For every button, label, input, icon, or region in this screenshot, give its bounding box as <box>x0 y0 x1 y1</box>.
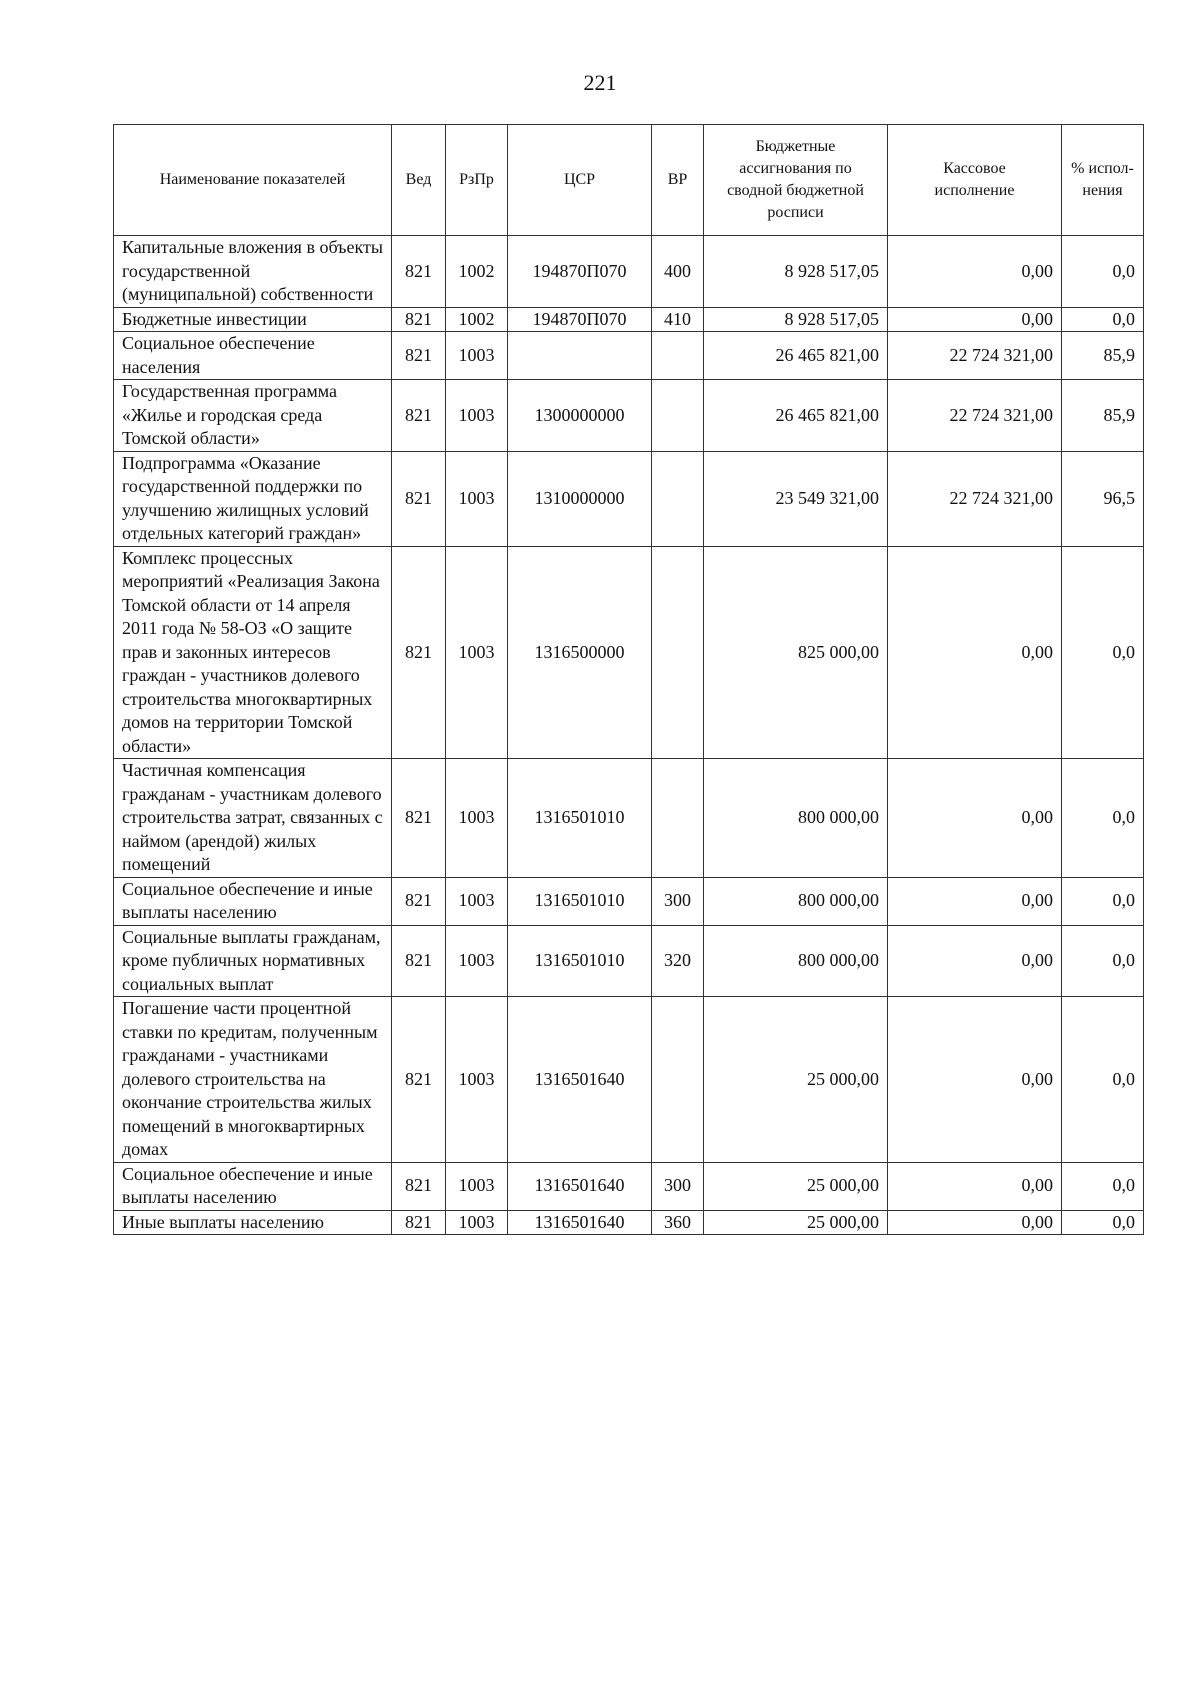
cell-name: Социальное обеспечение населения <box>114 332 392 380</box>
cell-name: Социальное обеспечение и иные выплаты населению <box>114 1162 392 1210</box>
cell-name: Подпрограмма «Оказание государственной поддержки по улучшению жилищных условий отдельных категорий граждан» <box>114 451 392 546</box>
cell-pct: 0,0 <box>1062 236 1144 308</box>
cell-ved: 821 <box>392 451 446 546</box>
cell-vr: 300 <box>652 1162 704 1210</box>
header-cash-execution: Кассовое исполнение <box>888 125 1062 236</box>
cell-rzpr: 1002 <box>446 307 508 332</box>
table-row <box>114 877 1144 925</box>
cell-ved: 821 <box>392 332 446 380</box>
cell-vr <box>652 759 704 878</box>
cell-ved: 821 <box>392 1162 446 1210</box>
cell-rzpr: 1003 <box>446 759 508 878</box>
cell-csr: 1310000000 <box>508 451 652 546</box>
cell-name: Комплекс процессных мероприятий «Реализация Закона Томской области от 14 апреля 2011 года № 58-ОЗ «О защите прав и законных интересов граждан - участников долевого строительства многоквартирных домов на территории Томской области» <box>114 546 392 759</box>
table-row <box>114 307 1144 332</box>
cell-name: Капитальные вложения в объекты государственной (муниципальной) собственности <box>114 236 392 308</box>
cell-csr: 194870П070 <box>508 236 652 308</box>
cell-assign: 26 465 821,00 <box>704 332 888 380</box>
cell-name: Иные выплаты населению <box>114 1210 392 1235</box>
cell-assign: 825 000,00 <box>704 546 888 759</box>
cell-assign: 800 000,00 <box>704 925 888 997</box>
cell-vr <box>652 380 704 452</box>
cell-assign: 25 000,00 <box>704 997 888 1163</box>
cell-name: Социальное обеспечение и иные выплаты населению <box>114 877 392 925</box>
cell-rzpr: 1003 <box>446 925 508 997</box>
header-row <box>114 125 1144 236</box>
cell-vr: 300 <box>652 877 704 925</box>
cell-pct: 0,0 <box>1062 997 1144 1163</box>
cell-rzpr: 1003 <box>446 997 508 1163</box>
cell-cash: 0,00 <box>888 1210 1062 1235</box>
cell-vr: 360 <box>652 1210 704 1235</box>
cell-csr: 1316501010 <box>508 877 652 925</box>
cell-ved: 821 <box>392 925 446 997</box>
cell-ved: 821 <box>392 877 446 925</box>
header-vr: ВР <box>652 125 704 236</box>
table-row <box>114 925 1144 997</box>
cell-vr <box>652 546 704 759</box>
cell-vr: 410 <box>652 307 704 332</box>
table-row <box>114 546 1144 759</box>
cell-cash: 0,00 <box>888 877 1062 925</box>
cell-vr <box>652 451 704 546</box>
cell-cash: 0,00 <box>888 236 1062 308</box>
header-name: Наименование показателей <box>114 125 392 236</box>
cell-vr: 320 <box>652 925 704 997</box>
cell-cash: 0,00 <box>888 307 1062 332</box>
cell-ved: 821 <box>392 997 446 1163</box>
cell-pct: 0,0 <box>1062 546 1144 759</box>
cell-assign: 25 000,00 <box>704 1162 888 1210</box>
cell-rzpr: 1002 <box>446 236 508 308</box>
table-row <box>114 332 1144 380</box>
cell-cash: 22 724 321,00 <box>888 332 1062 380</box>
header-assignments: Бюджетные ассигнования по сводной бюджетной росписи <box>704 125 888 236</box>
table-row <box>114 997 1144 1163</box>
cell-pct: 0,0 <box>1062 925 1144 997</box>
cell-csr: 1316501640 <box>508 997 652 1163</box>
cell-pct: 0,0 <box>1062 877 1144 925</box>
table-row <box>114 236 1144 308</box>
cell-rzpr: 1003 <box>446 877 508 925</box>
cell-pct: 96,5 <box>1062 451 1144 546</box>
budget-table <box>113 124 1144 1235</box>
cell-csr <box>508 332 652 380</box>
cell-cash: 0,00 <box>888 997 1062 1163</box>
cell-pct: 0,0 <box>1062 307 1144 332</box>
cell-rzpr: 1003 <box>446 546 508 759</box>
cell-ved: 821 <box>392 307 446 332</box>
table-row <box>114 451 1144 546</box>
cell-pct: 0,0 <box>1062 1210 1144 1235</box>
cell-ved: 821 <box>392 236 446 308</box>
cell-ved: 821 <box>392 380 446 452</box>
cell-name: Погашение части процентной ставки по кредитам, полученным гражданами - участниками долевого строительства на окончание строительства жилых помещений в многоквартирных домах <box>114 997 392 1163</box>
cell-name: Частичная компенсация гражданам - участникам долевого строительства затрат, связанных с наймом (арендой) жилых помещений <box>114 759 392 878</box>
cell-assign: 23 549 321,00 <box>704 451 888 546</box>
table-row <box>114 759 1144 878</box>
table-row <box>114 1162 1144 1210</box>
header-rzpr: РзПр <box>446 125 508 236</box>
cell-vr <box>652 997 704 1163</box>
cell-ved: 821 <box>392 759 446 878</box>
cell-assign: 800 000,00 <box>704 759 888 878</box>
cell-csr: 1316501010 <box>508 759 652 878</box>
table-row <box>114 1210 1144 1235</box>
header-csr: ЦСР <box>508 125 652 236</box>
header-percent-execution: % испол-нения <box>1062 125 1144 236</box>
cell-csr: 1316501640 <box>508 1210 652 1235</box>
cell-rzpr: 1003 <box>446 451 508 546</box>
page-number: 221 <box>583 70 617 95</box>
cell-csr: 1300000000 <box>508 380 652 452</box>
cell-cash: 0,00 <box>888 925 1062 997</box>
cell-assign: 26 465 821,00 <box>704 380 888 452</box>
cell-cash: 0,00 <box>888 1162 1062 1210</box>
table-row <box>114 380 1144 452</box>
cell-assign: 8 928 517,05 <box>704 307 888 332</box>
cell-vr <box>652 332 704 380</box>
cell-name: Государственная программа «Жилье и городская среда Томской области» <box>114 380 392 452</box>
cell-assign: 800 000,00 <box>704 877 888 925</box>
cell-assign: 8 928 517,05 <box>704 236 888 308</box>
cell-ved: 821 <box>392 1210 446 1235</box>
cell-csr: 194870П070 <box>508 307 652 332</box>
cell-rzpr: 1003 <box>446 1162 508 1210</box>
header-ved: Вед <box>392 125 446 236</box>
cell-pct: 85,9 <box>1062 332 1144 380</box>
cell-pct: 85,9 <box>1062 380 1144 452</box>
cell-name: Бюджетные инвестиции <box>114 307 392 332</box>
cell-pct: 0,0 <box>1062 759 1144 878</box>
cell-ved: 821 <box>392 546 446 759</box>
cell-vr: 400 <box>652 236 704 308</box>
cell-csr: 1316501010 <box>508 925 652 997</box>
cell-rzpr: 1003 <box>446 1210 508 1235</box>
cell-csr: 1316500000 <box>508 546 652 759</box>
cell-name: Социальные выплаты гражданам, кроме публичных нормативных социальных выплат <box>114 925 392 997</box>
cell-pct: 0,0 <box>1062 1162 1144 1210</box>
cell-rzpr: 1003 <box>446 332 508 380</box>
cell-assign: 25 000,00 <box>704 1210 888 1235</box>
cell-cash: 22 724 321,00 <box>888 380 1062 452</box>
cell-cash: 22 724 321,00 <box>888 451 1062 546</box>
cell-rzpr: 1003 <box>446 380 508 452</box>
cell-cash: 0,00 <box>888 546 1062 759</box>
cell-csr: 1316501640 <box>508 1162 652 1210</box>
cell-cash: 0,00 <box>888 759 1062 878</box>
